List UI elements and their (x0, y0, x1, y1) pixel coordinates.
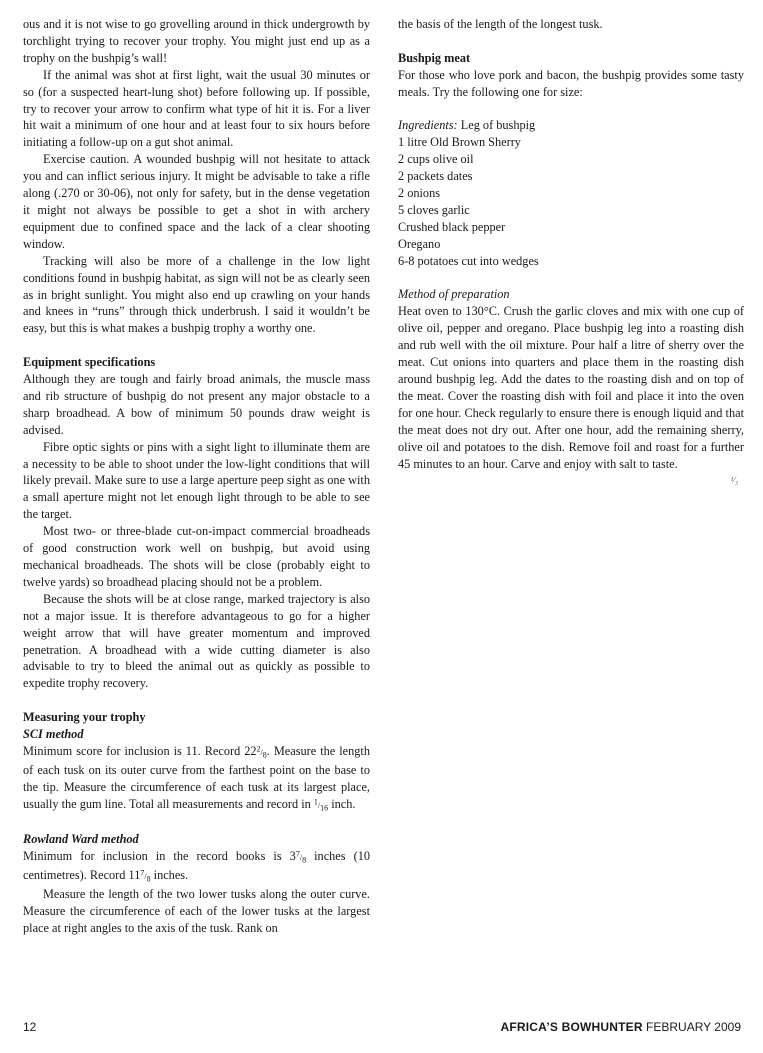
paragraph-rowland-ward (23, 848, 370, 886)
fraction-denominator: 16 (320, 803, 329, 813)
text: inch. (328, 796, 356, 811)
fraction-denominator: 8 (262, 750, 267, 760)
paragraph: Because the shots will be at close range, marked trajectory is also not a major issue. It is therefore advantageous to go for a higher weight arrow that will have greater momentum and improved penetration. A broadhead with a wide cutting diameter is also advisable to try to bleed the animal out as quickly as possible to expedite trophy recovery. (23, 591, 370, 691)
section-heading-bushpig-meat: Bushpig meat (398, 50, 471, 65)
section-heading-measuring: Measuring your trophy (23, 710, 146, 725)
fraction: $^7/_8$ (140, 868, 151, 884)
ingredient-item: 2 packets dates (398, 169, 473, 184)
ingredient-item: Crushed black pepper (398, 219, 506, 234)
text: inches (10 centimetres). Record 11 (23, 849, 370, 883)
paragraph: Tracking will also be more of a challenge in the low light conditions found in bushpig habitat, as sign will not be as clearly seen as in bright sunlight. You might also end up crawling on your hands and knees in “runs” through thick underbrush. I said it wouldn’t be easy, but this is what makes a bushpig trophy a worthy one. (23, 253, 370, 336)
text: . Measure the length of each tusk on its outer curve from the farthest point on the base to the tip. Measure the circumference of each tusk at its largest place, usually the gum line. Total all measurements and record in (23, 743, 370, 811)
section-heading-equipment: Equipment specifications (23, 355, 156, 370)
left-column (23, 16, 370, 937)
subheading-rowland-ward: Rowland Ward method (23, 832, 139, 847)
paragraph-intro: For those who love pork and bacon, the bushpig provides some tasty meals. Try the following one for size: (398, 67, 744, 99)
ingredient-item: 6-8 potatoes cut into wedges (398, 253, 539, 268)
paragraph: Exercise caution. A wounded bushpig will not hesitate to attack you and can inflict serious injury. It might be advisable to take a rifle along (.270 or 30-06), not only for safety, but in the dense vegetation it might not always be possible to get a shot in with archery equipment due to confined space and the lack of a clear shooting window. (23, 152, 370, 251)
paragraph: If the animal was shot at first light, wait the usual 30 minutes or so (for a suspected heart-lung shot) before following up. If possible, try to recover your arrow to confirm what type of hit it is. For a liver hit wait a minimum of one hour and at least four to six hours before initiating a follow-up on a gut shot animal. (23, 67, 370, 150)
ingredient-item (398, 117, 744, 134)
paragraph: ous and it is not wise to go grovelling around in thick undergrowth by torchlight trying to recover your trophy. You might just end up as a trophy on the bushpig’s wall! (23, 17, 370, 65)
ingredient-item: Oregano (398, 236, 441, 251)
magazine-credit (500, 1020, 741, 1034)
fraction-denominator: 8 (146, 874, 151, 884)
text: inches. (150, 868, 189, 883)
paragraph: Most two- or three-blade cut-on-impact commercial broadheads of good construction work well on bushpig, but avoid using mechanical broadheads. The shots will be close (probably eight to twelve yards) so broadhead placing should not be a problem. (23, 524, 370, 589)
ingredient-item: 1 litre Old Brown Sherry (398, 135, 521, 150)
ingredients-label: Ingredients: (398, 118, 458, 133)
ingredient-item: 2 onions (398, 186, 441, 201)
fraction-numerator: 2 (256, 744, 261, 754)
ingredient-text: Leg of bushpig (457, 118, 536, 133)
paragraph-sci (23, 743, 370, 815)
fraction-denominator: 8 (302, 855, 307, 865)
ingredient-item: 2 cups olive oil (398, 152, 474, 167)
page-footer (23, 1020, 741, 1038)
right-column (398, 16, 744, 489)
paragraph-method: Heat oven to 130°C. Crush the garlic cloves and mix with one cup of olive oil, pepper and oregano. Place bushpig leg into a roasting dish and rub well with the oil mixture. Pour half a litre of sherry over the meat. Cut onions into quarters and place them in the roasting dish around bushpig leg. Add the dates to the roasting dish and on top of the meat. Cover the roasting dish with foil and place it into the oven for one hour. Check regularly to ensure there is enough liquid and that the meat does not dry out. After one hour, add the remaining sherry, olive oil and potatoes to the dish. Remove foil and roast for a further 45 minutes to an hour. Carve and enjoy with salt to taste. (398, 304, 744, 471)
fraction-numerator: 1 (313, 797, 318, 806)
fraction: $^7/_8$ (295, 849, 307, 865)
paragraph: Fibre optic sights or pins with a sight light to illuminate them are a necessity to be able to shoot under the low-light conditions that will likely prevail. Make sure to use a large aperture peep sight as one with a small aperture might not let enough light through to be able to see the target. (23, 439, 370, 522)
fraction: $^1/_{16}$ (313, 797, 329, 813)
ingredient-item: 5 cloves garlic (398, 202, 470, 217)
page-number: 12 (23, 1020, 37, 1034)
issue-date: FEBRUARY 2009 (642, 1020, 741, 1034)
paragraph: the basis of the length of the longest tusk. (398, 17, 603, 31)
fraction-numerator: 7 (295, 849, 300, 859)
subheading-sci-method: SCI method (23, 727, 84, 742)
fraction-numerator: 7 (140, 868, 145, 878)
subheading-method: Method of preparation (398, 287, 510, 302)
end-mark: ¹⁄₃ (730, 475, 738, 486)
text: Minimum score for inclusion is 11. Record 22 (23, 743, 257, 758)
magazine-name: AFRICA’S BOWHUNTER (500, 1020, 643, 1034)
fraction: $^2/_8$ (256, 744, 267, 760)
paragraph: Measure the length of the two lower tusks along the outer curve. Measure the circumference of each of the lower tusks at the largest place at right angles to the axis of the tusk. Rank on (23, 887, 370, 935)
text: Minimum for inclusion in the record books is 3 (23, 849, 296, 864)
paragraph: Although they are tough and fairly broad animals, the muscle mass and rib structure of bushpig do not present any major obstacle to a sharp broadhead. A bow of minimum 50 pounds draw weight is advised. (23, 372, 370, 437)
